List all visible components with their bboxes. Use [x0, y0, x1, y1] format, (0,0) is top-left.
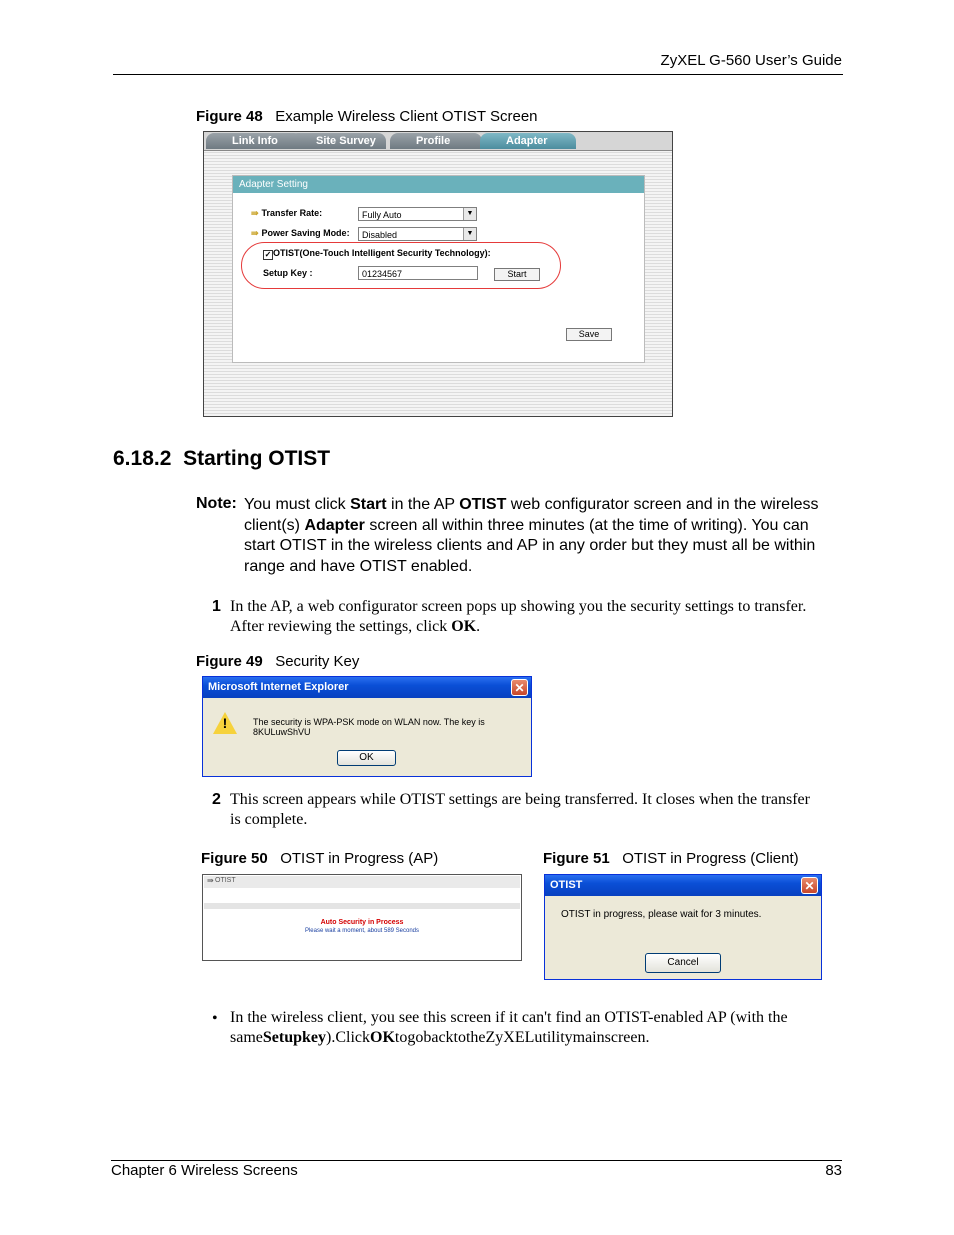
- section-title: Starting OTIST: [183, 447, 331, 470]
- transfer-rate-value: Fully Auto: [362, 210, 402, 220]
- section-number: 6.18.2: [113, 447, 172, 470]
- note-text-1: You must click: [244, 496, 351, 513]
- step-1-text: [230, 597, 810, 637]
- tab-link-info[interactable]: Link Info: [206, 133, 302, 149]
- ap-status-sub: Please wait a moment, about 589 Seconds: [304, 928, 420, 934]
- otist-bar: [204, 876, 520, 888]
- figure-51-caption: [543, 850, 799, 867]
- bullet-mark: •: [212, 1010, 218, 1027]
- cancel-button[interactable]: Cancel: [645, 953, 721, 973]
- figure-49-number: Figure 49: [196, 653, 263, 670]
- figure-50-title: OTIST in Progress (AP): [280, 850, 439, 867]
- step-1-body: In the AP, a web configurator screen pops up showing you the security settings to transfer. After reviewing the settings, click: [230, 598, 807, 635]
- dialog-message: The security is WPA-PSK mode on WLAN now. The key is 8KULuwShVU: [253, 717, 485, 737]
- footer-chapter: Chapter 6 Wireless Screens: [111, 1162, 298, 1179]
- bar-divider: [204, 903, 520, 909]
- arrow-icon: ⇛: [207, 876, 214, 885]
- transfer-rate-label-row: [251, 208, 322, 219]
- save-button[interactable]: Save: [566, 328, 612, 341]
- figure-48-caption: [196, 108, 538, 125]
- client-dialog-title: OTIST: [545, 875, 821, 896]
- adapter-setting-panel: [232, 175, 645, 363]
- dropdown-arrow-icon: ▼: [463, 228, 476, 240]
- power-saving-select[interactable]: [358, 227, 477, 241]
- note-label: Note:: [196, 495, 237, 512]
- client-dialog-message: OTIST in progress, please wait for 3 minutes.: [561, 909, 762, 920]
- tab-bar: [204, 132, 672, 151]
- header-rule: [113, 74, 843, 75]
- arrow-icon: ⇛: [251, 208, 259, 218]
- ap-status-title: Auto Security in Process: [320, 919, 404, 926]
- close-icon[interactable]: ✕: [801, 877, 818, 894]
- bullet-text-2: ).Click: [326, 1029, 370, 1046]
- guide-title: ZyXEL G-560 User’s Guide: [660, 52, 842, 69]
- figure-49-caption: [196, 653, 359, 670]
- figure-48-title: Example Wireless Client OTIST Screen: [275, 108, 538, 125]
- section-heading: [113, 447, 330, 471]
- ok-button[interactable]: OK: [337, 750, 396, 766]
- step-1-bold-ok: OK: [451, 618, 477, 635]
- warning-exclamation: !: [222, 715, 228, 731]
- start-button[interactable]: Start: [494, 268, 540, 281]
- footer-rule: [111, 1160, 842, 1161]
- power-saving-value: Disabled: [362, 230, 398, 240]
- setup-key-label: Setup Key :: [263, 268, 313, 278]
- tab-site-survey[interactable]: Site Survey: [290, 133, 386, 149]
- close-icon[interactable]: ✕: [511, 679, 528, 696]
- figure-48-screenshot: [203, 131, 673, 417]
- power-saving-label: Power Saving Mode:: [261, 228, 350, 238]
- bullet-text-3: togobacktotheZyXELutilitymainscreen.: [394, 1029, 650, 1046]
- note-bold-start: Start: [350, 496, 387, 513]
- setup-key-input[interactable]: [358, 266, 478, 280]
- bullet-text: [230, 1008, 830, 1048]
- note-text-2: in the AP: [386, 496, 460, 513]
- otist-progress-ap-screenshot: [202, 874, 522, 961]
- transfer-rate-label: Transfer Rate:: [261, 208, 323, 218]
- bullet-text-1: In the wireless client, you see this screen if it can't find an OTIST-enabled AP (with the same: [230, 1009, 788, 1046]
- figure-49-title: Security Key: [275, 653, 360, 670]
- tab-adapter[interactable]: Adapter: [480, 133, 576, 149]
- note-text-3: web configurator screen and in the wireless client(s): [244, 496, 819, 534]
- figure-48-number: Figure 48: [196, 108, 263, 125]
- step-2-text: This screen appears while OTIST settings are being transferred. It closes when the transfer is complete.: [230, 791, 810, 828]
- bullet-bold-ok: OK: [370, 1029, 395, 1046]
- note-text: [244, 495, 824, 577]
- note-text-4: screen all within three minutes (at the time of writing). You can start OTIST in the wireless clients and AP in any order but they must all be within range and have OTIST enabled.: [244, 516, 816, 575]
- figure-50-number: Figure 50: [201, 850, 268, 867]
- setup-key-value: 01234567: [362, 269, 403, 279]
- step-2-number: 2: [212, 791, 221, 808]
- dialog-title: Microsoft Internet Explorer: [203, 677, 531, 698]
- step-1-end: .: [476, 618, 481, 635]
- note-bold-otist: OTIST: [459, 496, 507, 513]
- footer-page-number: 83: [825, 1162, 842, 1179]
- tab-profile[interactable]: Profile: [390, 133, 482, 149]
- arrow-icon: ⇛: [251, 228, 259, 238]
- dropdown-arrow-icon: ▼: [463, 208, 476, 220]
- panel-title: Adapter Setting: [233, 176, 644, 193]
- otist-checkbox-row: [263, 248, 491, 260]
- otist-progress-client-dialog: [544, 874, 822, 980]
- bullet-bold-setupkey: Setupkey: [262, 1029, 326, 1046]
- otist-checkbox[interactable]: ✓: [264, 250, 272, 259]
- figure-51-number: Figure 51: [543, 850, 610, 867]
- figure-50-caption: [201, 850, 438, 867]
- transfer-rate-select[interactable]: [358, 207, 477, 221]
- otist-bar-label: OTIST: [215, 877, 236, 884]
- figure-51-title: OTIST in Progress (Client): [622, 850, 799, 867]
- power-saving-label-row: [251, 228, 350, 239]
- otist-label: OTIST(One-Touch Intelligent Security Technology):: [273, 248, 491, 258]
- note-bold-adapter: Adapter: [304, 516, 365, 534]
- step-1-number: 1: [212, 598, 221, 615]
- security-key-dialog: [202, 676, 532, 777]
